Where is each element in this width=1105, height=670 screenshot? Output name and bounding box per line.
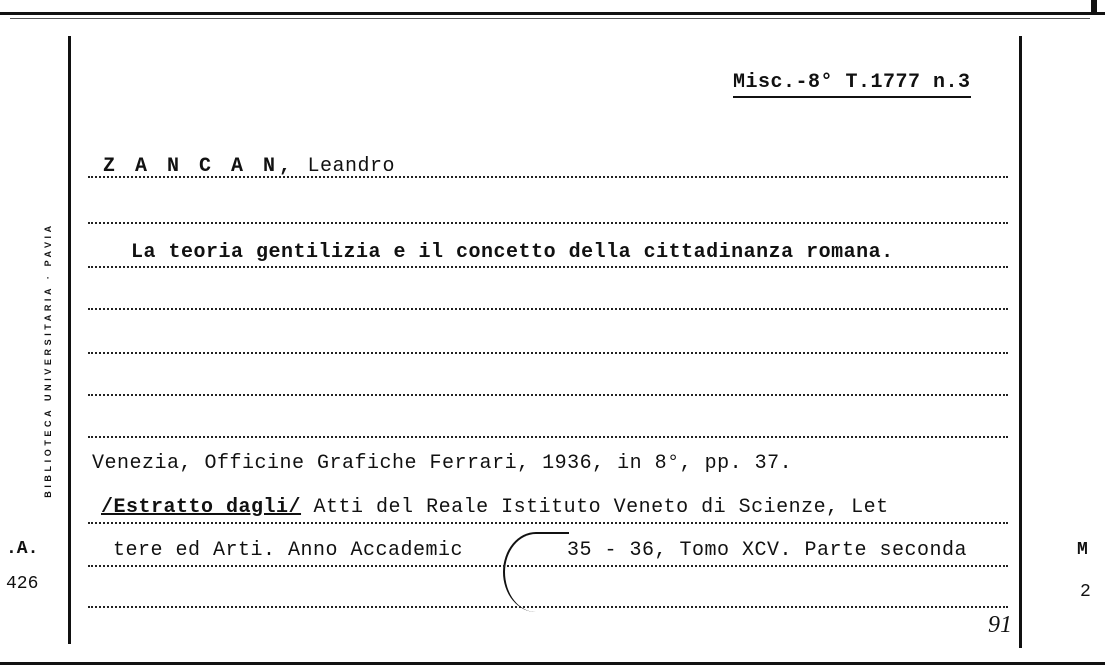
ruled-line (88, 176, 1008, 178)
imprint: Venezia, Officine Grafiche Ferrari, 1936, in 8°, pp. 37. (92, 452, 793, 475)
page-number: 91 (988, 612, 1012, 638)
left-margin-mark: .A. (6, 539, 39, 559)
author-surname: Z A N C A N, (103, 155, 296, 178)
bottom-border (0, 662, 1105, 665)
left-margin-number: 426 (6, 574, 39, 594)
note-bracket: /Estratto dagli/ (101, 496, 302, 519)
book-title: La teoria gentilizia e il concetto della cittadinanza romana. (131, 241, 894, 264)
ruled-line (88, 522, 1008, 524)
author-given-name: Leandro (307, 155, 396, 178)
ruled-line (88, 606, 1008, 608)
note-line-2: tere ed Arti. Anno Accademic (113, 539, 464, 562)
ruled-line (88, 308, 1008, 310)
left-margin-rule (68, 36, 71, 644)
note-line-1 (101, 498, 889, 518)
shelfmark: Misc.-8° T.1777 n.3 (733, 73, 971, 98)
right-margin-mark: M (1077, 540, 1088, 560)
corner-mark (1091, 0, 1097, 14)
top-border-thin (10, 18, 1090, 19)
author-heading (103, 157, 395, 177)
note-line-2-tail: 35 - 36, Tomo XCV. Parte seconda (567, 539, 968, 562)
ruled-line (88, 565, 1008, 567)
library-stamp: BIBLIOTECA UNIVERSITARIA · PAVIA (43, 222, 53, 498)
ruled-line (88, 266, 1008, 268)
ruled-line (88, 352, 1008, 354)
paper-tear-arc (503, 532, 569, 612)
ruled-line (88, 222, 1008, 224)
note-line-1-text: Atti del Reale Istituto Veneto di Scienze, Let (313, 496, 889, 519)
ruled-line (88, 436, 1008, 438)
right-margin-number: 2 (1080, 582, 1091, 602)
ruled-line (88, 394, 1008, 396)
right-margin-rule (1019, 36, 1022, 648)
top-border (0, 12, 1105, 15)
